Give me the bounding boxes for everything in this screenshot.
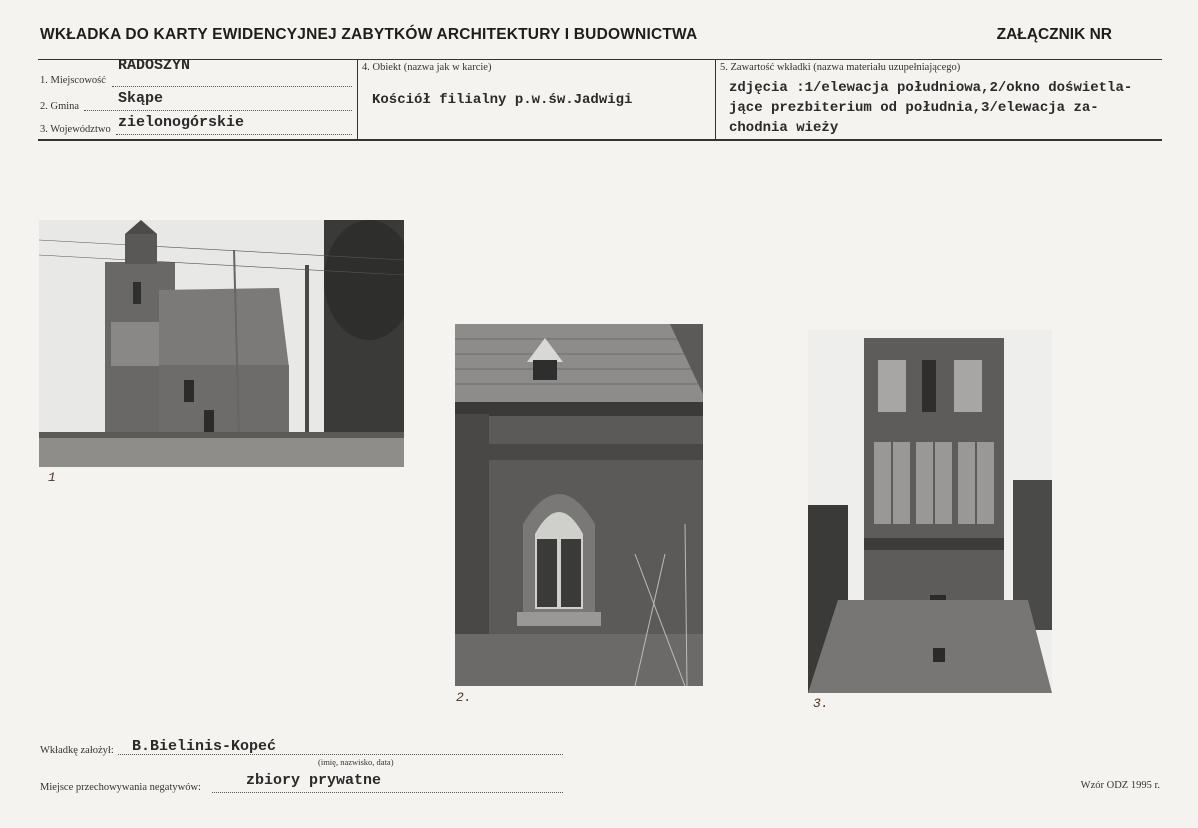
miejscowosc-label: 1. Miejscowość — [40, 75, 106, 86]
miejscowosc-value: RADOSZYN — [118, 57, 191, 74]
gmina-dots — [84, 110, 352, 111]
zawartosc-label: 5. Zawartość wkładki (nazwa materiału uzupełniającego) — [720, 62, 961, 73]
wkladke-dots — [118, 754, 563, 755]
wkladke-value: B.Bielinis-Kopeć — [132, 738, 277, 755]
form-version: Wzór ODZ 1995 r. — [1080, 780, 1160, 791]
zawartosc-line-1: zdjęcia :1/elewacja południowa,2/okno doświetla- — [729, 80, 1133, 96]
zawartosc-line-2: jące prezbiterium od południa,3/elewacja za- — [729, 100, 1099, 116]
photo-3-number: 3. — [813, 696, 829, 711]
annex-label: ZAŁĄCZNIK NR — [996, 26, 1112, 43]
obiekt-value: Kościół filialny p.w.św.Jadwigi — [372, 92, 633, 108]
photo-2-chancel-window — [455, 324, 703, 686]
gmina-value: Skąpe — [118, 90, 164, 107]
wojewodztwo-dots — [116, 134, 352, 135]
photo-1-church-south — [39, 220, 404, 467]
photo-1-number: 1 — [48, 470, 56, 485]
zawartosc-value — [729, 78, 1169, 138]
miejsce-value: zbiory prywatne — [246, 772, 382, 789]
column-divider-1 — [357, 59, 358, 140]
obiekt-label: 4. Obiekt (nazwa jak w karcie) — [362, 62, 492, 73]
miejscowosc-dots — [112, 86, 352, 87]
column-divider-2 — [715, 59, 716, 140]
form-title: WKŁADKA DO KARTY EWIDENCYJNEJ ZABYTKÓW ARCHITEKTURY I BUDOWNICTWA — [40, 26, 698, 43]
gmina-label: 2. Gmina — [40, 101, 80, 112]
zawartosc-line-3: chodnia wieży — [729, 120, 839, 136]
wkladke-label: Wkładkę założył: — [40, 745, 114, 756]
miejsce-label: Miejsce przechowywania negatywów: — [40, 782, 201, 793]
miejsce-dots — [212, 792, 563, 793]
table-bottom-rule — [38, 139, 1162, 141]
wkladke-hint: (imię, nazwisko, data) — [318, 757, 394, 767]
table-top-rule — [38, 59, 1162, 60]
wojewodztwo-label: 3. Województwo — [40, 124, 111, 135]
photo-2-number: 2. — [456, 690, 472, 705]
wojewodztwo-value: zielonogórskie — [118, 114, 245, 131]
photo-3-tower-west — [808, 330, 1052, 693]
